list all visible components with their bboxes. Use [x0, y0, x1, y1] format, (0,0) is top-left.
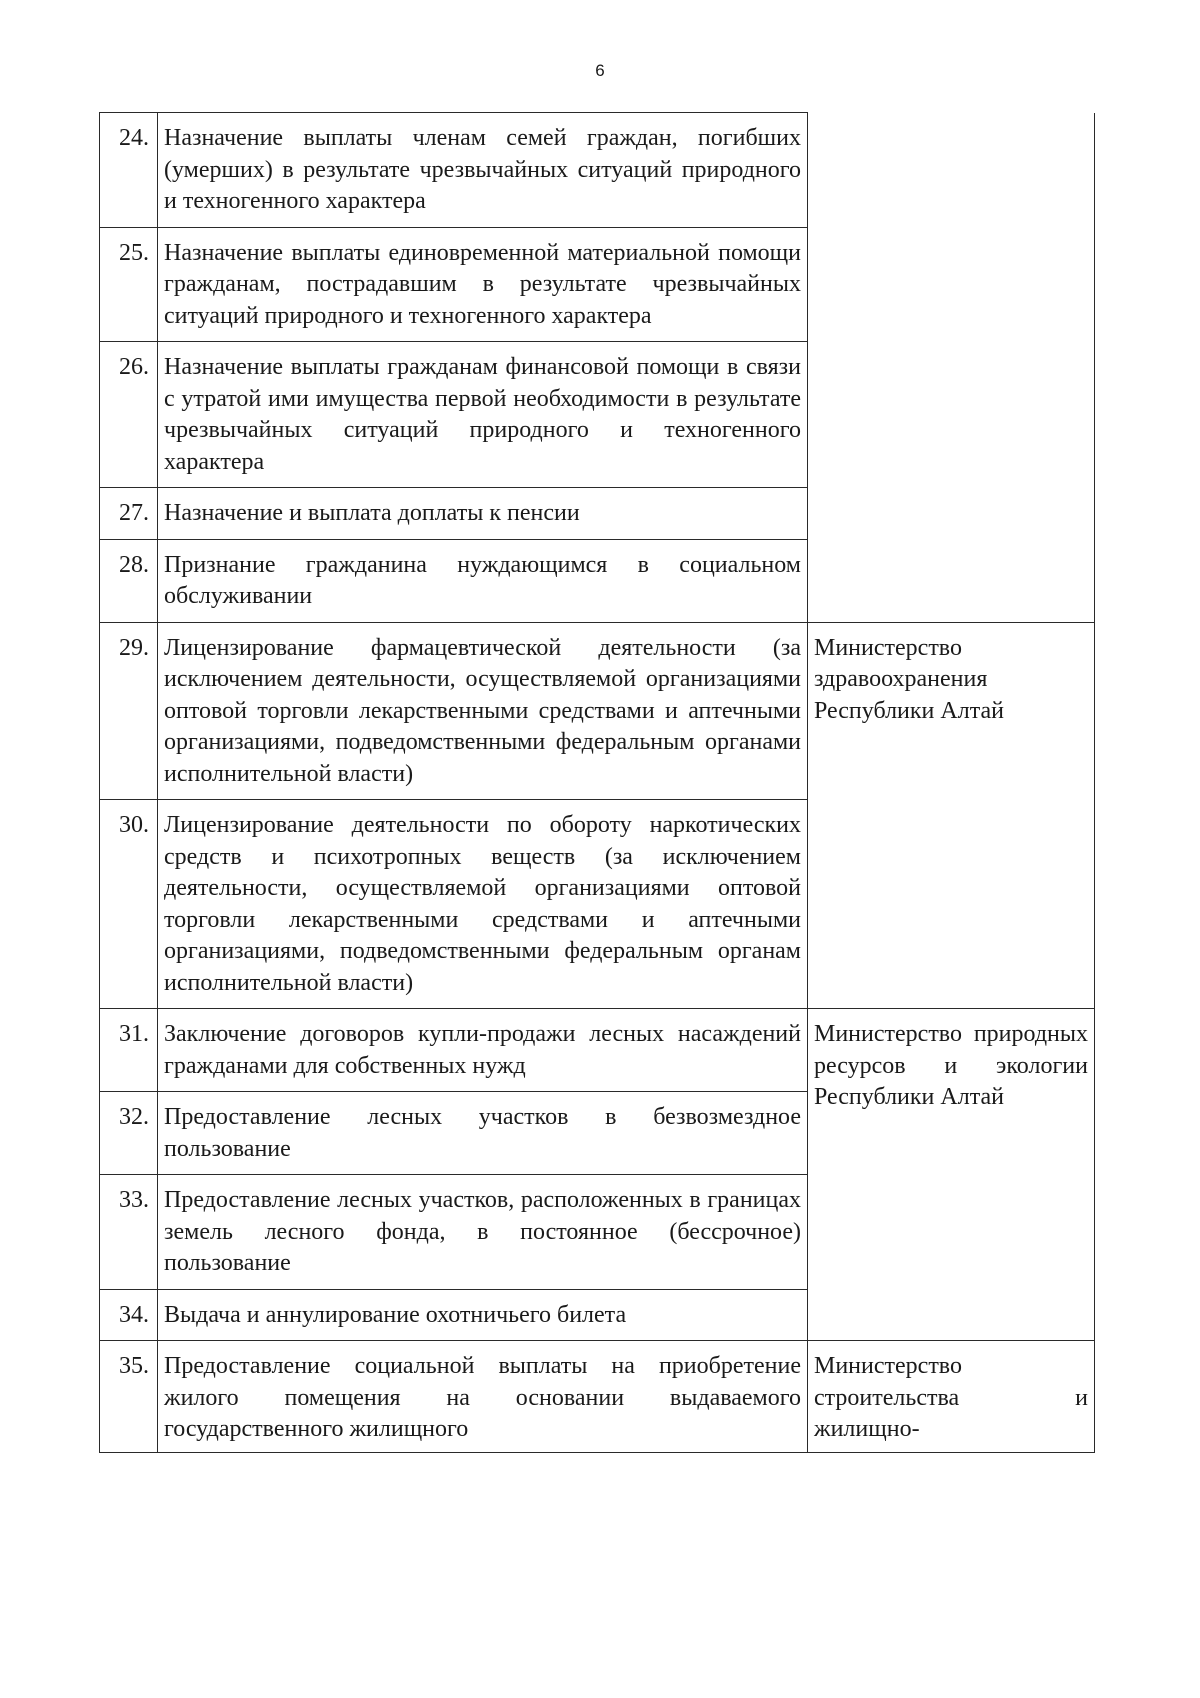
service-name: Назначение и выплата доплаты к пенсии — [158, 488, 808, 540]
table-row — [100, 1341, 1095, 1453]
row-number: 35. — [100, 1341, 158, 1453]
organization-nature-ministry: Министерство природных ресурсов и экологии Республики Алтай — [808, 1009, 1095, 1341]
table-row — [100, 113, 1095, 228]
page-number: 6 — [595, 61, 605, 80]
service-name: Предоставление социальной выплаты на приобретение жилого помещения на основании выдаваемого государственного жилищного — [158, 1341, 808, 1453]
row-number: 30. — [100, 800, 158, 1009]
organization-health-ministry: Министерство здравоохранения Республики Алтай — [808, 622, 1095, 1009]
row-number: 24. — [100, 113, 158, 228]
row-number: 28. — [100, 539, 158, 622]
organization-cell-continued — [808, 113, 1095, 623]
row-number: 32. — [100, 1092, 158, 1175]
services-table — [99, 112, 1095, 1453]
row-number: 26. — [100, 342, 158, 488]
service-name: Предоставление лесных участков, расположенных в границах земель лесного фонда, в постоянное (бессрочное) пользование — [158, 1175, 808, 1290]
service-name: Заключение договоров купли-продажи лесных насаждений гражданами для собственных нужд — [158, 1009, 808, 1092]
table-row — [100, 1009, 1095, 1092]
organization-construction-ministry: Министерство строительства и жилищно- — [808, 1341, 1095, 1453]
row-number: 29. — [100, 622, 158, 800]
row-number: 34. — [100, 1289, 158, 1341]
service-name: Лицензирование деятельности по обороту наркотических средств и психотропных веществ (за исключением деятельности, осуществляемой организациями оптовой торговли лекарственными средствами и аптечными организациями, подведомственными федеральным органам исполнительной власти) — [158, 800, 808, 1009]
table-row — [100, 622, 1095, 800]
service-name: Назначение выплаты единовременной материальной помощи гражданам, пострадавшим в результате чрезвычайных ситуаций природного и техногенного характера — [158, 227, 808, 342]
service-name: Назначение выплаты гражданам финансовой помощи в связи с утратой ими имущества первой необходимости в результате чрезвычайных ситуаций природного и техногенного характера — [158, 342, 808, 488]
row-number: 25. — [100, 227, 158, 342]
row-number: 31. — [100, 1009, 158, 1092]
service-name: Лицензирование фармацевтической деятельности (за исключением деятельности, осуществляемой организациями оптовой торговли лекарственными средствами и аптечными организациями, подведомственными федеральным органами исполнительной власти) — [158, 622, 808, 800]
row-number: 27. — [100, 488, 158, 540]
service-name: Назначение выплаты членам семей граждан, погибших (умерших) в результате чрезвычайных ситуаций природного и техногенного характера — [158, 113, 808, 228]
row-number: 33. — [100, 1175, 158, 1290]
service-name: Признание гражданина нуждающимся в социальном обслуживании — [158, 539, 808, 622]
service-name: Выдача и аннулирование охотничьего билета — [158, 1289, 808, 1341]
service-name: Предоставление лесных участков в безвозмездное пользование — [158, 1092, 808, 1175]
